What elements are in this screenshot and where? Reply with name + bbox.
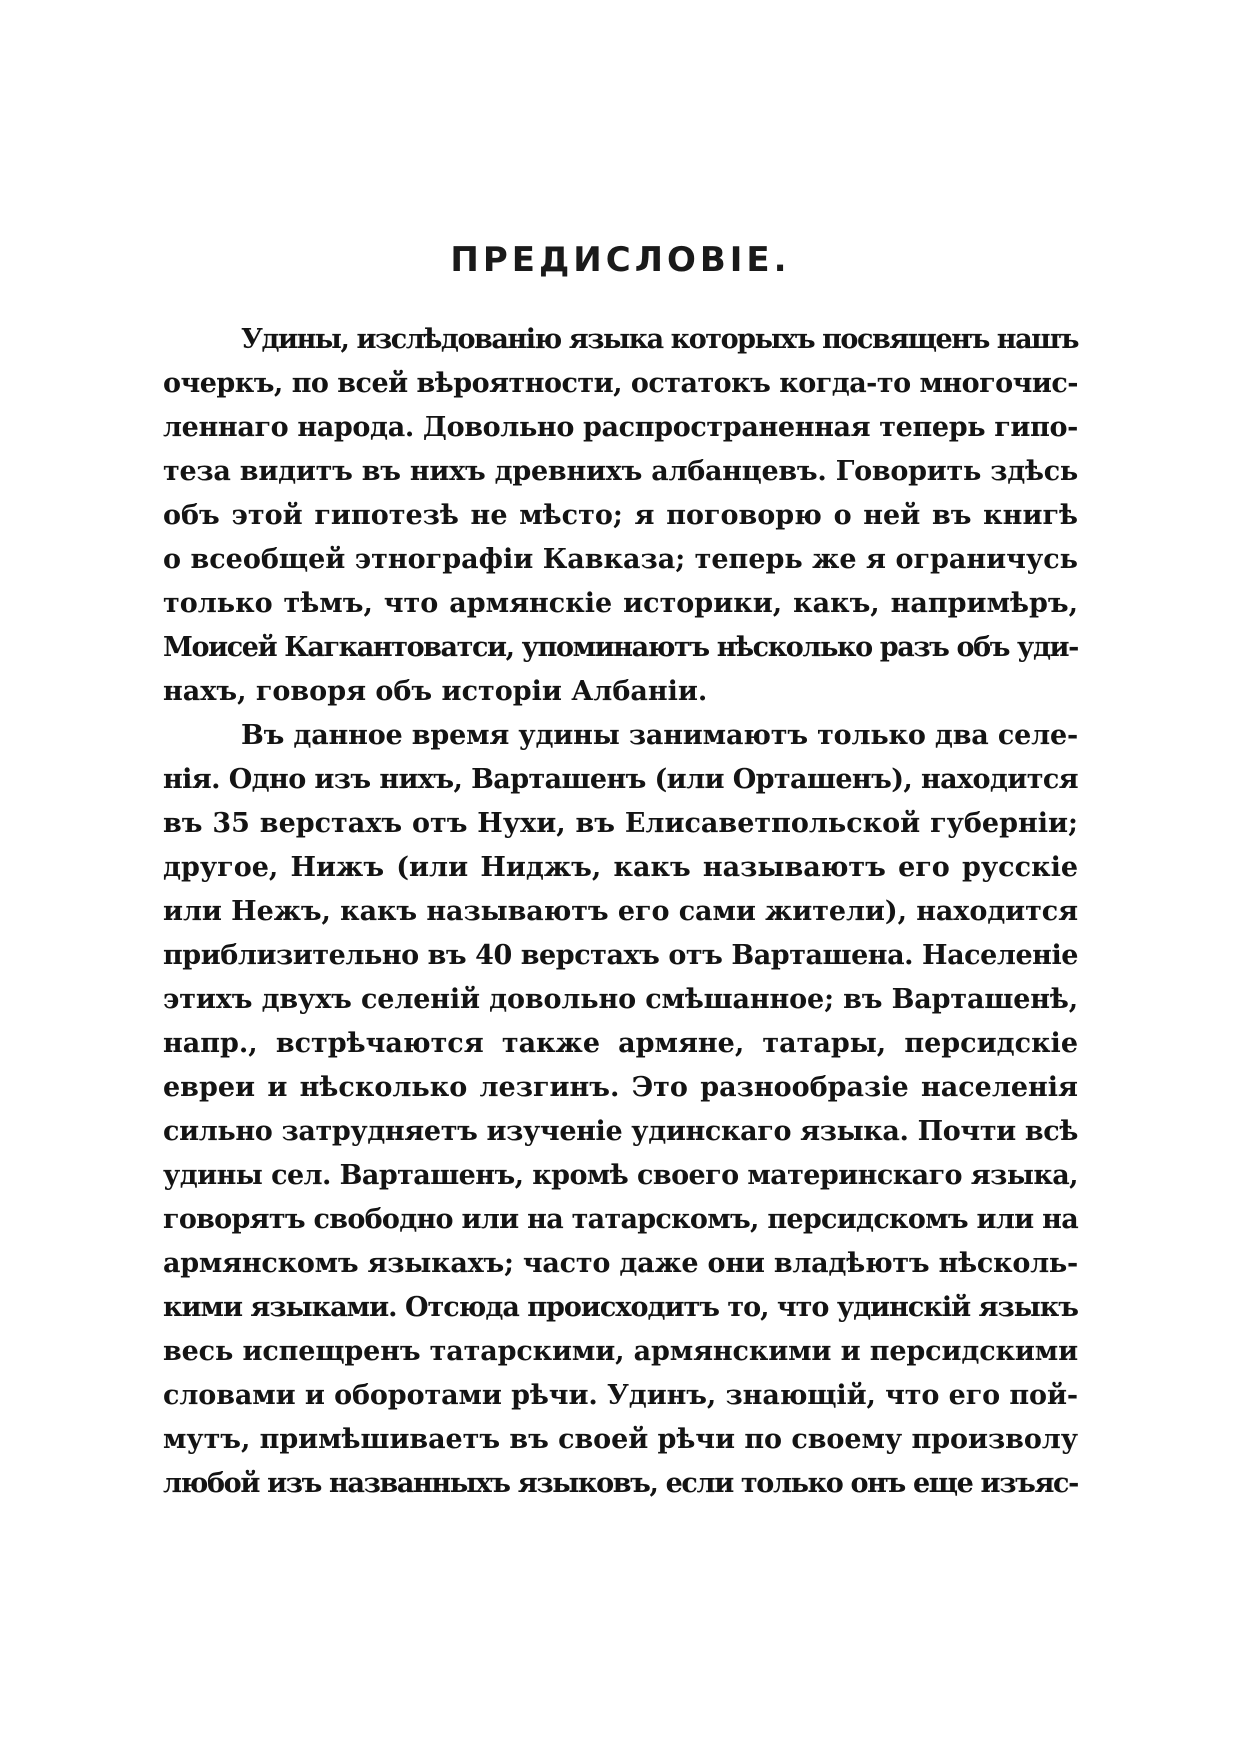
body-text [163,318,1078,1506]
text-line: объ этой гипотезѣ не мѣсто; я поговорю о ней въ книгѣ [163,500,1078,531]
text-line: этихъ двухъ селеній довольно смѣшанное; въ Варташенѣ, [163,984,1078,1015]
text-line: говорятъ свободно или на татарскомъ, персидскомъ или на [163,1204,1078,1235]
text-line: другое, Нижъ (или Ниджъ, какъ называютъ его русскіе [163,852,1078,883]
text-line: сильно затрудняетъ изученіе удинскаго языка. Почти всѣ [163,1116,1078,1147]
text-line: Удины, изслѣдованію языка которыхъ посвященъ нашъ [241,324,1078,355]
text-line: весь испещренъ татарскими, армянскими и персидскими [163,1336,1078,1367]
text-line: леннаго народа. Довольно распространенная теперь гипо- [163,412,1078,443]
text-line: армянскомъ языкахъ; часто даже они владѣютъ нѣсколь- [163,1248,1078,1279]
text-line: любой изъ названныхъ языковъ, если только онъ еще изъяс- [163,1468,1078,1499]
text-line: нія. Одно изъ нихъ, Варташенъ (или Орташенъ), находится [163,764,1078,795]
text-line: приблизительно въ 40 верстахъ отъ Варташена. Населеніе [163,940,1078,971]
text-line: только тѣмъ, что армянскіе историки, какъ, напримѣръ, [163,588,1078,619]
text-line: мутъ, примѣшиваетъ въ своей рѣчи по своему произволу [163,1424,1078,1455]
text-line: Моисей Кагкантоватси, упоминаютъ нѣсколько разъ объ уди- [163,632,1078,663]
text-line: евреи и нѣсколько лезгинъ. Это разнообразіе населенія [163,1072,1078,1103]
text-line: теза видитъ въ нихъ древнихъ албанцевъ. Говорить здѣсь [163,456,1078,487]
text-line: о всеобщей этнографіи Кавказа; теперь же я ограничусь [163,544,1078,575]
text-line: Въ данное время удины занимаютъ только два селе- [241,720,1078,751]
page-title: ПРЕДИСЛОВІЕ. [450,240,791,280]
text-line: нахъ, говоря объ исторіи Албаніи. [163,676,708,707]
text-line: въ 35 верстахъ отъ Нухи, въ Елисаветпольской губерніи; [163,808,1078,839]
text-line: словами и оборотами рѣчи. Удинъ, знающій, что его пой- [163,1380,1078,1411]
text-line: кими языками. Отсюда происходитъ то, что удинскій языкъ [163,1292,1078,1323]
text-line: напр., встрѣчаются также армяне, татары, персидскіе [163,1028,1078,1059]
text-line: очеркъ, по всей вѣроятности, остатокъ когда-то многочис- [163,368,1078,399]
text-line: удины сел. Варташенъ, кромѣ своего материнскаго языка, [163,1160,1078,1191]
text-line: или Нежъ, какъ называютъ его сами жители), находится [163,896,1078,927]
